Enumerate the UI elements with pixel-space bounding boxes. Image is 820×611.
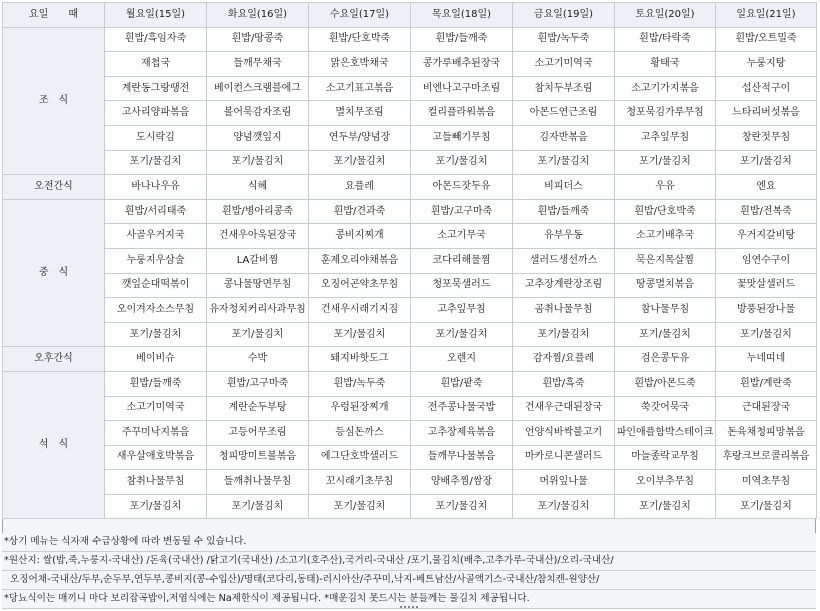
day-header: 목요일(18일) <box>411 3 513 28</box>
menu-cell: 고등어무조림 <box>207 421 309 446</box>
menu-cell: 마카로니콘샐러드 <box>513 445 615 470</box>
menu-cell: 건새우근대된장국 <box>513 396 615 421</box>
menu-cell: 포기/물김치 <box>411 322 513 347</box>
menu-cell: 청포묵샐러드 <box>411 273 513 298</box>
menu-cell: 청포묵김가루무침 <box>615 101 716 126</box>
menu-cell: 언양식바싹불고기 <box>513 421 615 446</box>
meal-label: 조 식 <box>3 27 105 175</box>
menu-cell: 머위잎나물 <box>513 470 615 495</box>
menu-cell: 황태국 <box>615 52 716 77</box>
menu-cell: 흰밥/들깨죽 <box>105 371 207 396</box>
menu-cell: 재첩국 <box>105 52 207 77</box>
table-row <box>3 371 817 396</box>
table-row <box>3 199 817 224</box>
table-row <box>3 175 817 200</box>
menu-cell: 볼어묵감자조림 <box>207 101 309 126</box>
menu-cell: 양배추찜/쌈장 <box>411 470 513 495</box>
menu-cell: 포기/물김치 <box>716 494 817 519</box>
meal-label: 중 식 <box>3 199 105 347</box>
menu-cell: 마늘종락교무침 <box>615 445 716 470</box>
menu-cell: 오렌지 <box>411 347 513 372</box>
menu-cell: 땅콩멸치볶음 <box>615 273 716 298</box>
corner-header: 요일 때 <box>3 3 105 28</box>
table-row <box>3 470 817 495</box>
menu-cell: 흰밥/들깨죽 <box>411 27 513 52</box>
table-row <box>3 421 817 446</box>
menu-cell: 포기/물김치 <box>309 150 411 175</box>
menu-cell: 콩가루배추된장국 <box>411 52 513 77</box>
menu-cell: 창란젓무침 <box>716 125 817 150</box>
menu-cell: 누룽지탕 <box>716 52 817 77</box>
table-row <box>3 27 817 52</box>
menu-cell: 고사리양파볶음 <box>105 101 207 126</box>
menu-cell: 건새우시래기지짐 <box>309 298 411 323</box>
note-line: 오징어채-국내산/두부,순두부,연두부,콩비지(콩-수입산)/명태(코다리,동태)-러시아산/주꾸미,낙지-베트남산/사골액기스-국내산/참치캔-원양산/ <box>2 571 816 590</box>
table-row <box>3 396 817 421</box>
menu-cell: 고추장제육볶음 <box>411 421 513 446</box>
menu-cell: 미역초무침 <box>716 470 817 495</box>
menu-cell: 흰밥/녹두죽 <box>309 371 411 396</box>
day-header: 일요일(21일) <box>716 3 817 28</box>
menu-cell: 포기/물김치 <box>309 494 411 519</box>
menu-cell: 아몬드연근조림 <box>513 101 615 126</box>
notes-section <box>2 533 816 609</box>
day-header: 월요일(15일) <box>105 3 207 28</box>
menu-cell: 검은콩두유 <box>615 347 716 372</box>
menu-cell: 들깨취나물무침 <box>207 470 309 495</box>
menu-cell: 들깨무채국 <box>207 52 309 77</box>
menu-cell: 느타리버섯볶음 <box>716 101 817 126</box>
menu-cell: 후랑크브로콜리볶음 <box>716 445 817 470</box>
menu-cell: 소고기배추국 <box>615 224 716 249</box>
menu-cell: 우유 <box>615 175 716 200</box>
menu-cell: 곰취나물무침 <box>513 298 615 323</box>
table-row <box>3 494 817 519</box>
meal-label: 오후간식 <box>3 347 105 372</box>
menu-cell: 에그단호박샐러드 <box>309 445 411 470</box>
menu-cell: 소고기미역국 <box>105 396 207 421</box>
menu-cell: 포기/물김치 <box>207 494 309 519</box>
menu-cell: 흰밥/서리태죽 <box>105 199 207 224</box>
menu-cell: 엔요 <box>716 175 817 200</box>
day-header: 화요일(16일) <box>207 3 309 28</box>
menu-cell: 묵은지목살찜 <box>615 248 716 273</box>
menu-cell: 흰밥/고구마죽 <box>207 371 309 396</box>
menu-cell: 고추장계란장조림 <box>513 273 615 298</box>
menu-cell: 포기/물김치 <box>513 494 615 519</box>
table-row <box>3 445 817 470</box>
menu-cell: 사골우거지국 <box>105 224 207 249</box>
menu-cell: 훈제오리야채볶음 <box>309 248 411 273</box>
menu-cell: 멸치무조림 <box>309 101 411 126</box>
menu-cell: 유부우동 <box>513 224 615 249</box>
menu-cell: 콩비지찌개 <box>309 224 411 249</box>
note-line: *상기 메뉴는 식자재 수급상황에 따라 변동될 수 있습니다. <box>2 533 816 552</box>
menu-cell: 참치두부조림 <box>513 76 615 101</box>
menu-cell: 깻잎순대떡볶이 <box>105 273 207 298</box>
menu-cell: 감자찜/요플레 <box>513 347 615 372</box>
note-line: *당뇨식이는 매끼니 마다 보리잡곡밥이,저염식에는 Na제한식이 제공됩니다. *매운김치 못드시는 분들께는 물김치 제공됩니다. <box>2 590 816 609</box>
menu-cell: 우렁된장찌개 <box>309 396 411 421</box>
menu-cell: 돼지바핫도그 <box>309 347 411 372</box>
menu-cell: 청피망미트볼볶음 <box>207 445 309 470</box>
menu-cell: 오이겨자소스무침 <box>105 298 207 323</box>
menu-cell: 포기/물김치 <box>615 322 716 347</box>
table-row <box>3 322 817 347</box>
menu-cell: 수박 <box>207 347 309 372</box>
table-row <box>3 298 817 323</box>
menu-cell: 흰밥/흑임자죽 <box>105 27 207 52</box>
menu-cell: 코다리해물찜 <box>411 248 513 273</box>
menu-cell: 흰밥/타락죽 <box>615 27 716 52</box>
menu-cell: 베이컨스크램블에그 <box>207 76 309 101</box>
menu-cell: 포기/물김치 <box>207 150 309 175</box>
table-row <box>3 101 817 126</box>
menu-cell: 섭산적구이 <box>716 76 817 101</box>
menu-cell: 흰밥/고구마죽 <box>411 199 513 224</box>
day-header: 토요일(20일) <box>615 3 716 28</box>
menu-cell: 흰밥/병아리콩죽 <box>207 199 309 224</box>
day-header: 수요일(17일) <box>309 3 411 28</box>
menu-cell: 전주콩나물국밥 <box>411 396 513 421</box>
menu-cell: 고추잎무침 <box>411 298 513 323</box>
menu-cell: 계란순두부탕 <box>207 396 309 421</box>
menu-cell: 들깨무나물볶음 <box>411 445 513 470</box>
menu-cell: 바나나우유 <box>105 175 207 200</box>
table-row <box>3 347 817 372</box>
menu-cell: 소고기무국 <box>411 224 513 249</box>
menu-cell: 콩나물땅면무침 <box>207 273 309 298</box>
menu-cell: 김자반볶음 <box>513 125 615 150</box>
table-body <box>3 27 817 519</box>
menu-cell: 포기/물김치 <box>615 150 716 175</box>
menu-cell: 흰밥/녹두죽 <box>513 27 615 52</box>
menu-cell: 고추잎무침 <box>615 125 716 150</box>
day-header: 금요일(19일) <box>513 3 615 28</box>
table-row <box>3 273 817 298</box>
menu-cell: 포기/물김치 <box>411 494 513 519</box>
menu-cell: 흰밥/단호박죽 <box>309 27 411 52</box>
menu-cell: 아몬드잣두유 <box>411 175 513 200</box>
scroll-grip[interactable] <box>398 606 420 610</box>
menu-cell: 흰밥/전복죽 <box>716 199 817 224</box>
menu-cell: 포기/물김치 <box>411 150 513 175</box>
menu-cell: 맑은호박채국 <box>309 52 411 77</box>
menu-cell: 쑥갓어묵국 <box>615 396 716 421</box>
menu-cell: LA갈비찜 <box>207 248 309 273</box>
menu-cell: 포기/물김치 <box>105 150 207 175</box>
menu-cell: 포기/물김치 <box>105 494 207 519</box>
menu-cell: 근대된장국 <box>716 396 817 421</box>
menu-cell: 비피더스 <box>513 175 615 200</box>
header-row <box>3 3 817 28</box>
menu-cell: 포기/물김치 <box>513 150 615 175</box>
table-header <box>3 3 817 28</box>
menu-cell: 식혜 <box>207 175 309 200</box>
weekly-menu-table <box>2 2 817 519</box>
table-row <box>3 150 817 175</box>
menu-cell: 임연수구이 <box>716 248 817 273</box>
table-row <box>3 125 817 150</box>
menu-cell: 건새우아욱된장국 <box>207 224 309 249</box>
menu-cell: 계란동그랑땡전 <box>105 76 207 101</box>
menu-cell: 흰밥/팥죽 <box>411 371 513 396</box>
menu-cell: 누네띠네 <box>716 347 817 372</box>
menu-cell: 포기/물김치 <box>615 494 716 519</box>
menu-cell: 방풍된장나물 <box>716 298 817 323</box>
menu-cell: 우거지갈비탕 <box>716 224 817 249</box>
menu-cell: 참나물무침 <box>615 298 716 323</box>
menu-cell: 꼬시래기초무침 <box>309 470 411 495</box>
menu-cell: 흰밥/단호박죽 <box>615 199 716 224</box>
menu-cell: 파인애플함박스테이크 <box>615 421 716 446</box>
menu-cell: 도시락김 <box>105 125 207 150</box>
table-row <box>3 224 817 249</box>
menu-cell: 유자청치커리사과무침 <box>207 298 309 323</box>
menu-cell: 흰밥/땅콩죽 <box>207 27 309 52</box>
menu-cell: 흰밥/들깨죽 <box>513 199 615 224</box>
menu-cell: 포기/물김치 <box>207 322 309 347</box>
menu-cell: 등심돈까스 <box>309 421 411 446</box>
menu-cell: 소고기미역국 <box>513 52 615 77</box>
meal-label: 오전간식 <box>3 175 105 200</box>
menu-cell: 포기/물김치 <box>716 322 817 347</box>
menu-cell: 포기/물김치 <box>513 322 615 347</box>
menu-cell: 참취나물무침 <box>105 470 207 495</box>
menu-cell: 컬리플라워볶음 <box>411 101 513 126</box>
table-row <box>3 76 817 101</box>
menu-cell: 포기/물김치 <box>716 150 817 175</box>
menu-cell: 흰밥/계란죽 <box>716 371 817 396</box>
menu-cell: 요플레 <box>309 175 411 200</box>
menu-cell: 오이부추무침 <box>615 470 716 495</box>
menu-cell: 돈육채청피망볶음 <box>716 421 817 446</box>
menu-cell: 새우살애호박볶음 <box>105 445 207 470</box>
menu-cell: 연두부/양념장 <box>309 125 411 150</box>
menu-cell: 흰밥/오트밀죽 <box>716 27 817 52</box>
menu-cell: 포기/물김치 <box>105 322 207 347</box>
menu-cell: 꽃맛살샐러드 <box>716 273 817 298</box>
menu-cell: 오징어곤약초무침 <box>309 273 411 298</box>
table-row <box>3 52 817 77</box>
note-line: *원산지: 쌀(밥,죽,누룽지-국내산) /돈육(국내산) /닭고기(국내산) /소고기(호주산),국거리-국내산 /포기,물김치(배추,고추가루-국내산)/오리-국내산/ <box>2 552 816 571</box>
menu-cell: 고들빼기무침 <box>411 125 513 150</box>
table-row <box>3 248 817 273</box>
menu-cell: 주꾸미낙지볶음 <box>105 421 207 446</box>
menu-cell: 소고기가지볶음 <box>615 76 716 101</box>
menu-cell: 누룽지우삼술 <box>105 248 207 273</box>
menu-cell: 비엔나고구마조림 <box>411 76 513 101</box>
menu-cell: 흰밥/아몬드죽 <box>615 371 716 396</box>
menu-cell: 포기/물김치 <box>309 322 411 347</box>
menu-cell: 흰밥/흑죽 <box>513 371 615 396</box>
menu-cell: 흰밥/견과죽 <box>309 199 411 224</box>
menu-cell: 샐러드생선까스 <box>513 248 615 273</box>
menu-cell: 베이비슈 <box>105 347 207 372</box>
menu-cell: 양념깻잎지 <box>207 125 309 150</box>
meal-label: 석 식 <box>3 371 105 519</box>
menu-cell: 소고기표고볶음 <box>309 76 411 101</box>
